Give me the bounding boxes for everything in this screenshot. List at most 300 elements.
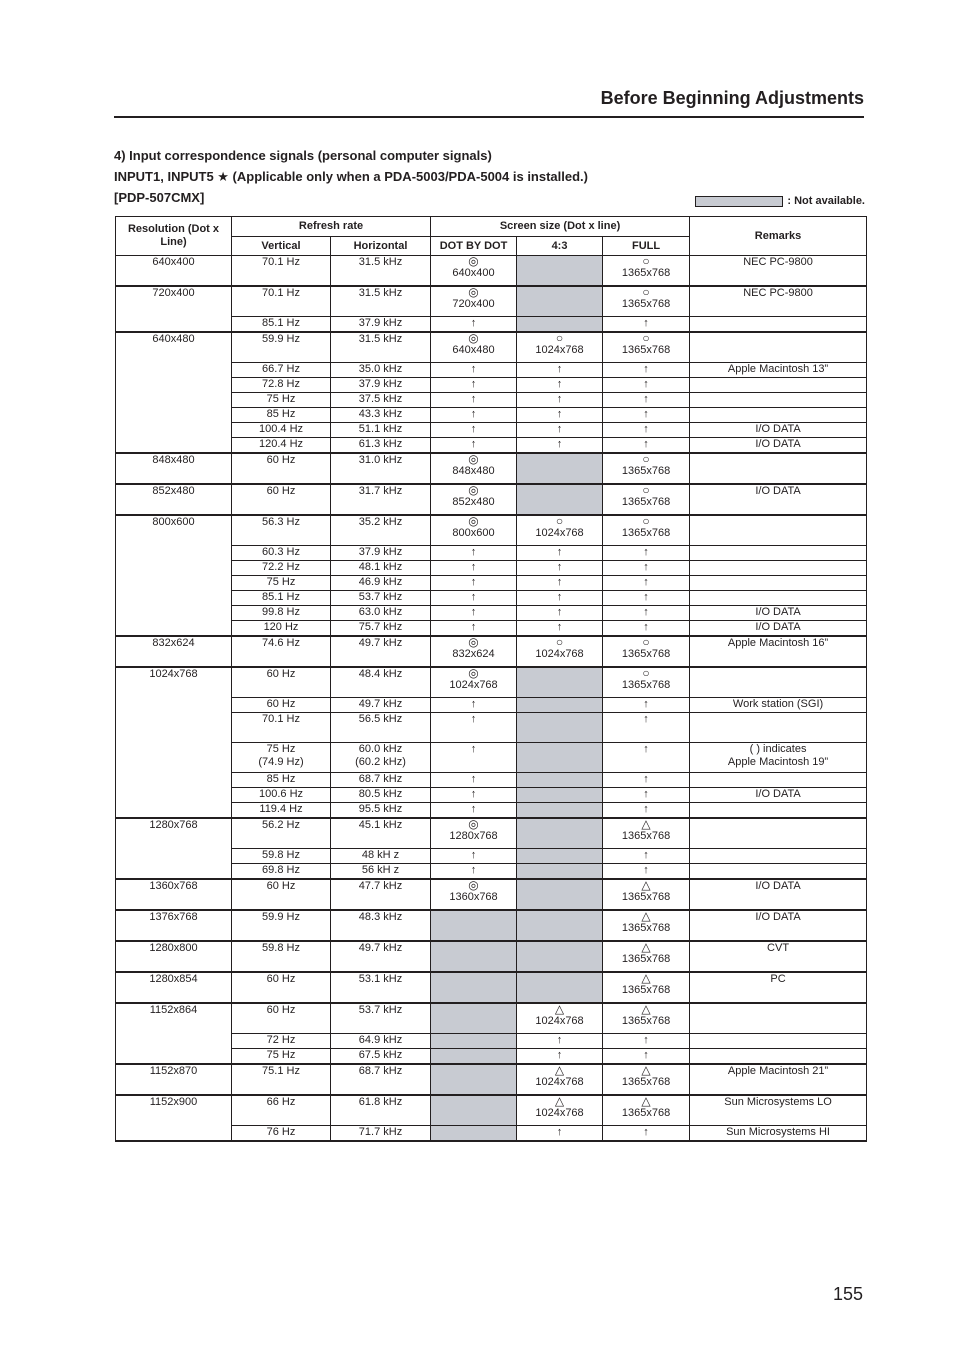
same-as-above-arrow: ↑ [431,864,517,880]
same-as-above-arrow: ↑ [517,561,603,576]
double-circle-icon: ◎ [468,453,479,466]
same-as-above-arrow: ↑ [603,621,690,637]
section-heading: 4) Input correspondence signals (personal computer signals) [114,148,492,163]
remarks-cell [690,803,867,819]
circle-icon: ○ [642,515,650,528]
display-resolution: 1024x768 [535,1015,584,1027]
same-as-above-arrow: ↑ [431,621,517,637]
same-as-above-arrow: ↑ [517,378,603,393]
vertical-cell: 120 Hz [232,621,331,637]
resolution-cell: 640x480 [116,332,232,453]
remarks-cell: I/O DATA [690,438,867,454]
double-circle-icon: ◎ [468,286,479,299]
circle-icon: ○ [555,332,564,345]
display-resolution: 1365x768 [621,953,671,965]
vertical-cell: 66.7 Hz [232,363,331,378]
triangle-icon: △ [554,1003,565,1016]
table-row [116,1003,867,1034]
same-as-above-arrow: ↑ [431,591,517,606]
same-as-above-arrow: ↑ [603,864,690,880]
not-available-cell [517,317,603,333]
display-resolution: 1365x768 [621,465,671,477]
vertical-cell: 60 Hz [232,698,331,713]
remarks-cell: Work station (SGI) [690,698,867,713]
full-cell [603,910,690,941]
remarks-cell [690,713,867,743]
remarks-cell [690,408,867,423]
same-as-above-arrow: ↑ [603,591,690,606]
same-as-above-arrow: ↑ [603,606,690,621]
double-circle-icon: ◎ [468,879,479,892]
horizontal-cell: 67.5 kHz [331,1049,431,1065]
cell-line: Apple Macintosh 19” [727,756,829,768]
same-as-above-arrow: ↑ [517,621,603,637]
vertical-cell: 69.8 Hz [232,864,331,880]
horizontal-cell: 53.1 kHz [331,972,431,1003]
full-cell [603,879,690,910]
display-resolution: 1365x768 [621,679,671,691]
not-available-cell [431,972,517,1003]
triangle-icon: △ [554,1095,565,1108]
same-as-above-arrow: ↑ [431,438,517,454]
display-resolution: 1360x768 [449,891,498,903]
remarks-cell [690,453,867,484]
circle-icon: ○ [555,515,564,528]
horizontal-cell [331,743,431,773]
horizontal-cell: 37.9 kHz [331,378,431,393]
triangle-icon: △ [641,941,651,954]
display-resolution: 1365x768 [621,1107,671,1119]
horizontal-cell: 53.7 kHz [331,1003,431,1034]
vertical-cell: 59.8 Hz [232,849,331,864]
display-resolution: 640x480 [452,344,495,356]
full-cell [603,484,690,515]
ratio-4-3-cell [517,1095,603,1126]
resolution-cell: 1280x800 [116,941,232,972]
remarks-cell: I/O DATA [690,879,867,910]
horizontal-cell: 48.4 kHz [331,667,431,698]
legend-label: : Not available. [787,195,865,207]
remarks-cell [690,818,867,849]
same-as-above-arrow: ↑ [431,393,517,408]
dot-by-dot-cell [431,515,517,546]
model-heading: [PDP-507CMX] [114,190,205,205]
horizontal-cell: 46.9 kHz [331,576,431,591]
same-as-above-arrow: ↑ [431,606,517,621]
resolution-cell: 1280x854 [116,972,232,1003]
circle-icon: ○ [555,636,564,649]
vertical-cell: 60 Hz [232,1003,331,1034]
table-row [116,332,867,363]
header-remarks: Remarks [690,217,867,256]
remarks-cell [690,591,867,606]
full-cell [603,1064,690,1095]
not-available-cell [517,972,603,1003]
horizontal-cell: 56 kH z [331,864,431,880]
same-as-above-arrow: ↑ [603,576,690,591]
same-as-above-arrow: ↑ [517,1034,603,1049]
double-circle-icon: ◎ [468,484,479,497]
remarks-cell: I/O DATA [690,484,867,515]
triangle-icon: △ [641,910,651,923]
same-as-above-arrow: ↑ [603,1049,690,1065]
resolution-cell: 1024x768 [116,667,232,818]
not-available-cell [517,286,603,317]
triangle-icon: △ [641,879,651,892]
remarks-cell [690,561,867,576]
not-available-cell [517,743,603,773]
table-row [116,453,867,484]
circle-icon: ○ [642,636,650,649]
ratio-4-3-cell [517,1003,603,1034]
triangle-icon: △ [554,1064,565,1077]
not-available-cell [431,941,517,972]
vertical-cell: 75.1 Hz [232,1064,331,1095]
display-resolution: 1365x768 [621,1015,671,1027]
dot-by-dot-cell [431,818,517,849]
same-as-above-arrow: ↑ [517,393,603,408]
same-as-above-arrow: ↑ [603,408,690,423]
horizontal-cell: 48 kH z [331,849,431,864]
header-resolution: Resolution (Dot x Line) [116,217,232,256]
horizontal-cell: 61.3 kHz [331,438,431,454]
same-as-above-arrow: ↑ [603,803,690,819]
vertical-cell: 119.4 Hz [232,803,331,819]
same-as-above-arrow: ↑ [603,393,690,408]
same-as-above-arrow: ↑ [517,438,603,454]
vertical-cell: 85 Hz [232,408,331,423]
vertical-cell: 60 Hz [232,453,331,484]
cell-line: 75 Hz [266,743,296,755]
full-cell [603,453,690,484]
same-as-above-arrow: ↑ [431,561,517,576]
circle-icon: ○ [642,453,650,466]
horizontal-cell: 75.7 kHz [331,621,431,637]
triangle-icon: △ [641,1003,651,1016]
resolution-cell: 640x400 [116,256,232,287]
vertical-cell: 76 Hz [232,1126,331,1142]
horizontal-cell: 48.3 kHz [331,910,431,941]
remarks-cell [690,332,867,363]
dot-by-dot-cell [431,286,517,317]
horizontal-cell: 56.5 kHz [331,713,431,743]
vertical-cell: 72.8 Hz [232,378,331,393]
full-cell [603,941,690,972]
same-as-above-arrow: ↑ [603,561,690,576]
header-horizontal: Horizontal [331,237,431,256]
vertical-cell: 85.1 Hz [232,317,331,333]
cell-line: (74.9 Hz) [258,756,304,768]
horizontal-cell: 63.0 kHz [331,606,431,621]
same-as-above-arrow: ↑ [603,317,690,333]
header-refresh-rate: Refresh rate [232,217,431,237]
remarks-cell: I/O DATA [690,423,867,438]
not-available-cell [517,818,603,849]
remarks-cell: NEC PC-9800 [690,256,867,287]
not-available-cell [517,788,603,803]
horizontal-cell: 80.5 kHz [331,788,431,803]
input-heading: INPUT1, INPUT5 ★ (Applicable only when a PDA-5003/PDA-5004 is installed.) [114,169,588,184]
not-available-cell [517,667,603,698]
full-cell [603,636,690,667]
resolution-cell: 1152x900 [116,1095,232,1141]
display-resolution: 1024x768 [535,344,584,356]
table-row [116,1064,867,1095]
horizontal-cell: 37.5 kHz [331,393,431,408]
full-cell [603,515,690,546]
vertical-cell: 74.6 Hz [232,636,331,667]
resolution-cell: 800x600 [116,515,232,636]
horizontal-cell: 35.0 kHz [331,363,431,378]
vertical-cell: 59.9 Hz [232,332,331,363]
display-resolution: 1365x768 [621,922,671,934]
legend-swatch [695,196,783,207]
table-row [116,972,867,1003]
legend [695,195,865,207]
remarks-cell [690,1034,867,1049]
display-resolution: 1024x768 [535,648,584,660]
same-as-above-arrow: ↑ [603,1034,690,1049]
same-as-above-arrow: ↑ [603,378,690,393]
double-circle-icon: ◎ [468,667,479,680]
horizontal-cell: 64.9 kHz [331,1034,431,1049]
same-as-above-arrow: ↑ [517,1049,603,1065]
horizontal-cell: 49.7 kHz [331,636,431,667]
page-number: 155 [832,1284,863,1304]
remarks-cell: PC [690,972,867,1003]
vertical-cell: 66 Hz [232,1095,331,1126]
not-available-cell [517,484,603,515]
horizontal-cell: 49.7 kHz [331,698,431,713]
display-resolution: 1365x768 [621,527,671,539]
display-resolution: 720x400 [452,298,495,310]
vertical-cell: 56.3 Hz [232,515,331,546]
display-resolution: 640x400 [452,267,495,279]
resolution-cell: 1152x864 [116,1003,232,1064]
dot-by-dot-cell [431,879,517,910]
remarks-cell [690,378,867,393]
display-resolution: 1365x768 [621,267,671,279]
remarks-cell: Apple Macintosh 13” [690,363,867,378]
double-circle-icon: ◎ [468,255,479,268]
table-row [116,515,867,546]
full-cell [603,332,690,363]
ratio-4-3-cell [517,636,603,667]
horizontal-cell: 49.7 kHz [331,941,431,972]
full-cell [603,286,690,317]
table-row [116,667,867,698]
horizontal-cell: 31.5 kHz [331,332,431,363]
ratio-4-3-cell [517,332,603,363]
header-screen-size: Screen size (Dot x line) [431,217,690,237]
same-as-above-arrow: ↑ [517,591,603,606]
circle-icon: ○ [642,667,650,680]
ratio-4-3-cell [517,1064,603,1095]
not-available-cell [431,1095,517,1126]
resolution-cell: 1280x768 [116,818,232,879]
vertical-cell: 120.4 Hz [232,438,331,454]
full-cell [603,972,690,1003]
remarks-cell [690,743,867,773]
display-resolution: 832x624 [452,648,495,660]
table-row [116,941,867,972]
same-as-above-arrow: ↑ [431,773,517,788]
display-resolution: 1024x768 [535,527,584,539]
remarks-cell [690,515,867,546]
double-circle-icon: ◎ [468,636,479,649]
not-available-cell [431,1003,517,1034]
vertical-cell: 59.9 Hz [232,910,331,941]
full-cell [603,256,690,287]
remarks-cell [690,546,867,561]
remarks-cell [690,1003,867,1034]
table-row [116,636,867,667]
horizontal-cell: 61.8 kHz [331,1095,431,1126]
same-as-above-arrow: ↑ [431,788,517,803]
remarks-cell: I/O DATA [690,621,867,637]
double-circle-icon: ◎ [468,332,479,345]
vertical-cell: 59.8 Hz [232,941,331,972]
same-as-above-arrow: ↑ [603,849,690,864]
same-as-above-arrow: ↑ [517,546,603,561]
vertical-cell: 60 Hz [232,972,331,1003]
vertical-cell: 100.6 Hz [232,788,331,803]
remarks-cell: I/O DATA [690,606,867,621]
same-as-above-arrow: ↑ [431,713,517,743]
vertical-cell: 70.1 Hz [232,713,331,743]
vertical-cell: 75 Hz [232,1049,331,1065]
cell-line: (60.2 kHz) [355,756,406,768]
horizontal-cell: 45.1 kHz [331,818,431,849]
dot-by-dot-cell [431,636,517,667]
not-available-cell [517,713,603,743]
table-row [116,879,867,910]
table-row [116,484,867,515]
same-as-above-arrow: ↑ [431,576,517,591]
display-resolution: 800x600 [452,527,495,539]
display-resolution: 1024x768 [535,1107,584,1119]
horizontal-cell: 71.7 kHz [331,1126,431,1142]
display-resolution: 1365x768 [621,891,671,903]
title-rule [114,116,864,118]
table-row [116,256,867,287]
dot-by-dot-cell [431,667,517,698]
remarks-cell: Apple Macintosh 16” [690,636,867,667]
display-resolution: 1024x768 [449,679,498,691]
not-available-cell [517,803,603,819]
full-cell [603,1095,690,1126]
remarks-cell [690,317,867,333]
resolution-cell: 852x480 [116,484,232,515]
remarks-cell [690,576,867,591]
horizontal-cell: 37.9 kHz [331,546,431,561]
horizontal-cell: 68.7 kHz [331,1064,431,1095]
same-as-above-arrow: ↑ [603,363,690,378]
same-as-above-arrow: ↑ [431,849,517,864]
same-as-above-arrow: ↑ [431,378,517,393]
double-circle-icon: ◎ [468,818,479,831]
same-as-above-arrow: ↑ [431,698,517,713]
same-as-above-arrow: ↑ [603,423,690,438]
vertical-cell: 75 Hz [232,393,331,408]
not-available-cell [431,1034,517,1049]
not-available-cell [517,864,603,880]
display-resolution: 1365x768 [621,830,671,842]
vertical-cell: 85 Hz [232,773,331,788]
same-as-above-arrow: ↑ [603,1126,690,1142]
vertical-cell: 85.1 Hz [232,591,331,606]
remarks-cell [690,773,867,788]
resolution-cell: 720x400 [116,286,232,332]
display-resolution: 1365x768 [621,984,671,996]
resolution-cell: 1360x768 [116,879,232,910]
vertical-cell: 60.3 Hz [232,546,331,561]
display-resolution: 852x480 [452,496,495,508]
double-circle-icon: ◎ [468,515,479,528]
horizontal-cell: 53.7 kHz [331,591,431,606]
dot-by-dot-cell [431,484,517,515]
not-available-cell [517,453,603,484]
remarks-cell: I/O DATA [690,788,867,803]
vertical-cell: 70.1 Hz [232,256,331,287]
table-row [116,818,867,849]
not-available-cell [517,849,603,864]
circle-icon: ○ [642,286,650,299]
resolution-cell: 1152x870 [116,1064,232,1095]
vertical-cell: 60 Hz [232,667,331,698]
same-as-above-arrow: ↑ [603,743,690,773]
horizontal-cell: 48.1 kHz [331,561,431,576]
same-as-above-arrow: ↑ [431,408,517,423]
display-resolution: 1024x768 [535,1076,584,1088]
not-available-cell [517,773,603,788]
same-as-above-arrow: ↑ [517,1126,603,1142]
horizontal-cell: 35.2 kHz [331,515,431,546]
same-as-above-arrow: ↑ [603,698,690,713]
same-as-above-arrow: ↑ [517,606,603,621]
same-as-above-arrow: ↑ [603,773,690,788]
vertical-cell [232,743,331,773]
same-as-above-arrow: ↑ [431,317,517,333]
table-row [116,1095,867,1126]
horizontal-cell: 31.7 kHz [331,484,431,515]
not-available-cell [431,1049,517,1065]
same-as-above-arrow: ↑ [431,546,517,561]
horizontal-cell: 31.5 kHz [331,256,431,287]
same-as-above-arrow: ↑ [603,713,690,743]
not-available-cell [517,698,603,713]
not-available-cell [517,256,603,287]
remarks-cell [690,393,867,408]
cell-line: ( ) indicates [749,743,807,755]
triangle-icon: △ [641,972,651,985]
remarks-cell [690,1049,867,1065]
same-as-above-arrow: ↑ [431,803,517,819]
dot-by-dot-cell [431,453,517,484]
vertical-cell: 99.8 Hz [232,606,331,621]
vertical-cell: 56.2 Hz [232,818,331,849]
not-available-cell [517,910,603,941]
same-as-above-arrow: ↑ [603,546,690,561]
remarks-cell: NEC PC-9800 [690,286,867,317]
vertical-cell: 72.2 Hz [232,561,331,576]
display-resolution: 1365x768 [621,648,671,660]
cell-line: 60.0 kHz [358,743,403,755]
not-available-cell [517,879,603,910]
table-row [116,286,867,317]
horizontal-cell: 43.3 kHz [331,408,431,423]
remarks-cell: I/O DATA [690,910,867,941]
